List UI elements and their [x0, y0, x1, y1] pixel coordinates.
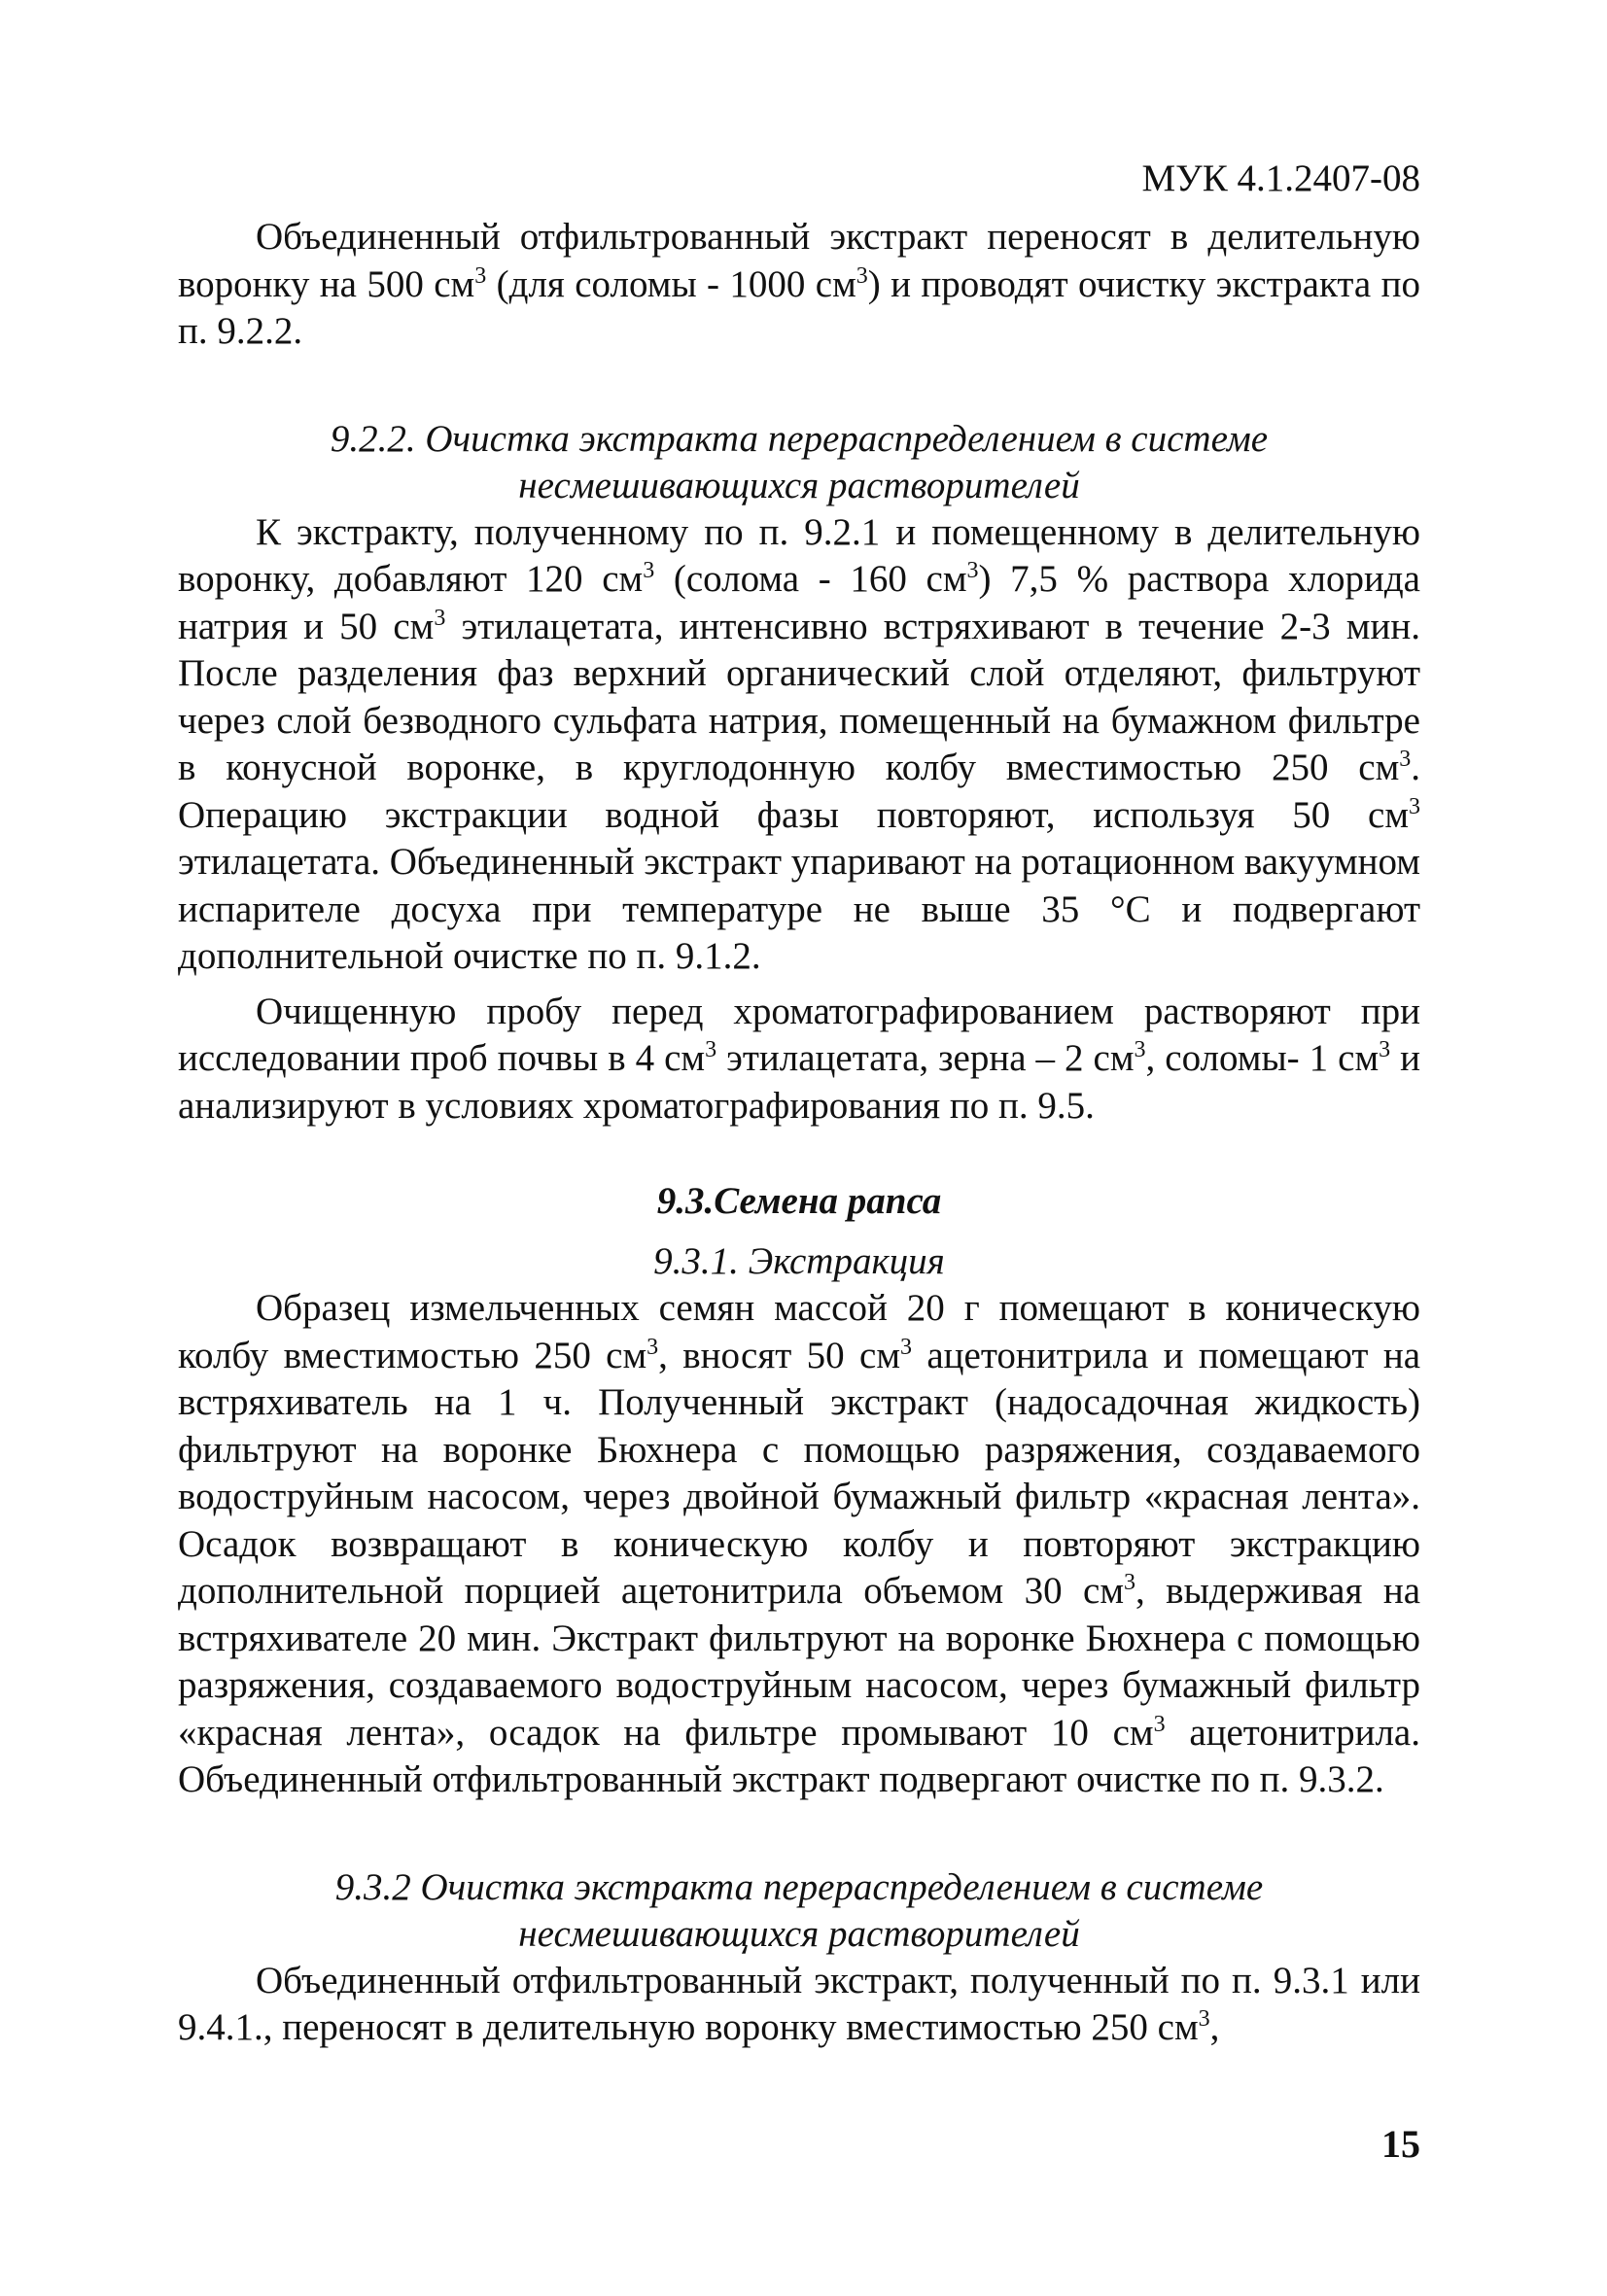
paragraph-9-2-2-1: [178, 509, 1420, 981]
superscript: 3: [1399, 747, 1412, 772]
text-run: и анализируют в условиях хроматографирования по п. 9.5.: [178, 1037, 1421, 1127]
superscript: 3: [900, 1334, 913, 1360]
text-run: , соломы- 1 см: [1145, 1037, 1380, 1079]
section-heading-9-2-2: [178, 416, 1420, 509]
superscript: 3: [1198, 2006, 1210, 2032]
text-run: , вносят 50 см: [658, 1334, 901, 1376]
text-run: этилацетата. Объединенный экстракт упаривают на ротационном вакуумном испарителе досуха при температуре не выше 35 °С и подвергают дополнительной очистке по п. 9.1.2.: [178, 841, 1420, 977]
superscript: 3: [646, 1334, 659, 1360]
sub-heading-9-3-1: 9.3.1. Экстракция: [653, 1240, 945, 1282]
section-heading-9-3: 9.3.Семена рапса: [656, 1180, 942, 1222]
text-run: . Операцию экстракции водной фазы повторяют, используя 50 см: [178, 747, 1420, 836]
heading-line: несмешивающихся растворителей: [518, 464, 1080, 506]
text-run: ацетонитрила и помещают на встряхиватель на 1 ч. Полученный экстракт (надосадочная жидкость) фильтруют на воронке Бюхнера с помощью разряжения, создаваемого водоструйным насосом, через двойной бумажный фильтр «красная лента». Осадок возвращают в коническую колбу и повторяют экстракцию дополнительной порцией ацетонитрила объемом 30 см: [178, 1334, 1421, 1612]
text-run: Объединенный отфильтрованный экстракт переносят в делительную воронку на 500 см: [178, 216, 1420, 305]
text-run: ) 7,5 % раствора хлорида натрия и 50 см: [178, 558, 1420, 647]
intro-paragraph: [178, 214, 1420, 356]
text-run: этилацетата, зерна – 2 см: [716, 1037, 1135, 1079]
paragraph-9-3-1: [178, 1285, 1420, 1804]
superscript: 3: [1153, 1711, 1166, 1737]
superscript: 3: [1124, 1570, 1135, 1595]
text-run: (солома - 160 см: [654, 558, 967, 600]
text-run: ацетонитрила. Объединенный отфильтрованный экстракт подвергают очистке по п. 9.3.2.: [178, 1711, 1420, 1800]
heading-line: 9.3.2 Очистка экстракта перераспределением в системе: [334, 1865, 1264, 1908]
document-page: [178, 156, 1420, 2052]
text-run: ,: [1209, 2006, 1220, 2048]
text-run: (для соломы - 1000 см: [486, 262, 856, 305]
superscript: 3: [434, 605, 446, 631]
text-run: Объединенный отфильтрованный экстракт, полученный по п. 9.3.1 или 9.4.1., переносят в делительную воронку вместимостью 250 см: [178, 1959, 1420, 2048]
superscript: 3: [1409, 793, 1420, 819]
text-run: , выдерживая на встряхивателе 20 мин. Экстракт фильтруют на воронке Бюхнера с помощью разряжения, создаваемого водоструйным насосом, через бумажный фильтр «красная лента», осадок на фильтре промывают 10 см: [178, 1570, 1420, 1754]
page-number: 15: [1381, 2122, 1420, 2166]
paragraph-9-2-2-2: [178, 989, 1420, 1131]
paragraph-9-3-2: [178, 1958, 1420, 2052]
superscript: 3: [474, 262, 487, 289]
heading-line: несмешивающихся растворителей: [518, 1912, 1080, 1955]
text-run: Очищенную пробу перед хроматографированием растворяют при исследовании проб почвы в 4 см: [178, 990, 1420, 1079]
document-code: МУК 4.1.2407-08: [1141, 157, 1420, 199]
text-run: этилацетата, интенсивно встряхивают в течение 2-3 мин. После разделения фаз верхний органический слой отделяют, фильтруют через слой безводного сульфата натрия, помещенный на бумажном фильтре в конусной воронке, в круглодонную колбу вместимостью 250 см: [178, 605, 1420, 788]
text-run: К экстракту, полученному по п. 9.2.1 и помещенному в делительную воронку, добавляют 120 см: [178, 510, 1420, 600]
superscript: 3: [966, 558, 979, 583]
superscript: 3: [705, 1037, 717, 1062]
superscript: 3: [1134, 1037, 1146, 1062]
text-run: ) и проводят очистку экстракта по п. 9.2.2.: [178, 262, 1420, 352]
section-heading-9-3-2: [178, 1864, 1420, 1958]
text-run: Образец измельченных семян массой 20 г помещают в коническую колбу вместимостью 250 см: [178, 1287, 1420, 1376]
heading-line: 9.2.2. Очистка экстракта перераспределением в системе: [330, 417, 1269, 460]
superscript: 3: [856, 262, 868, 289]
superscript: 3: [1379, 1037, 1391, 1062]
superscript: 3: [643, 558, 655, 583]
